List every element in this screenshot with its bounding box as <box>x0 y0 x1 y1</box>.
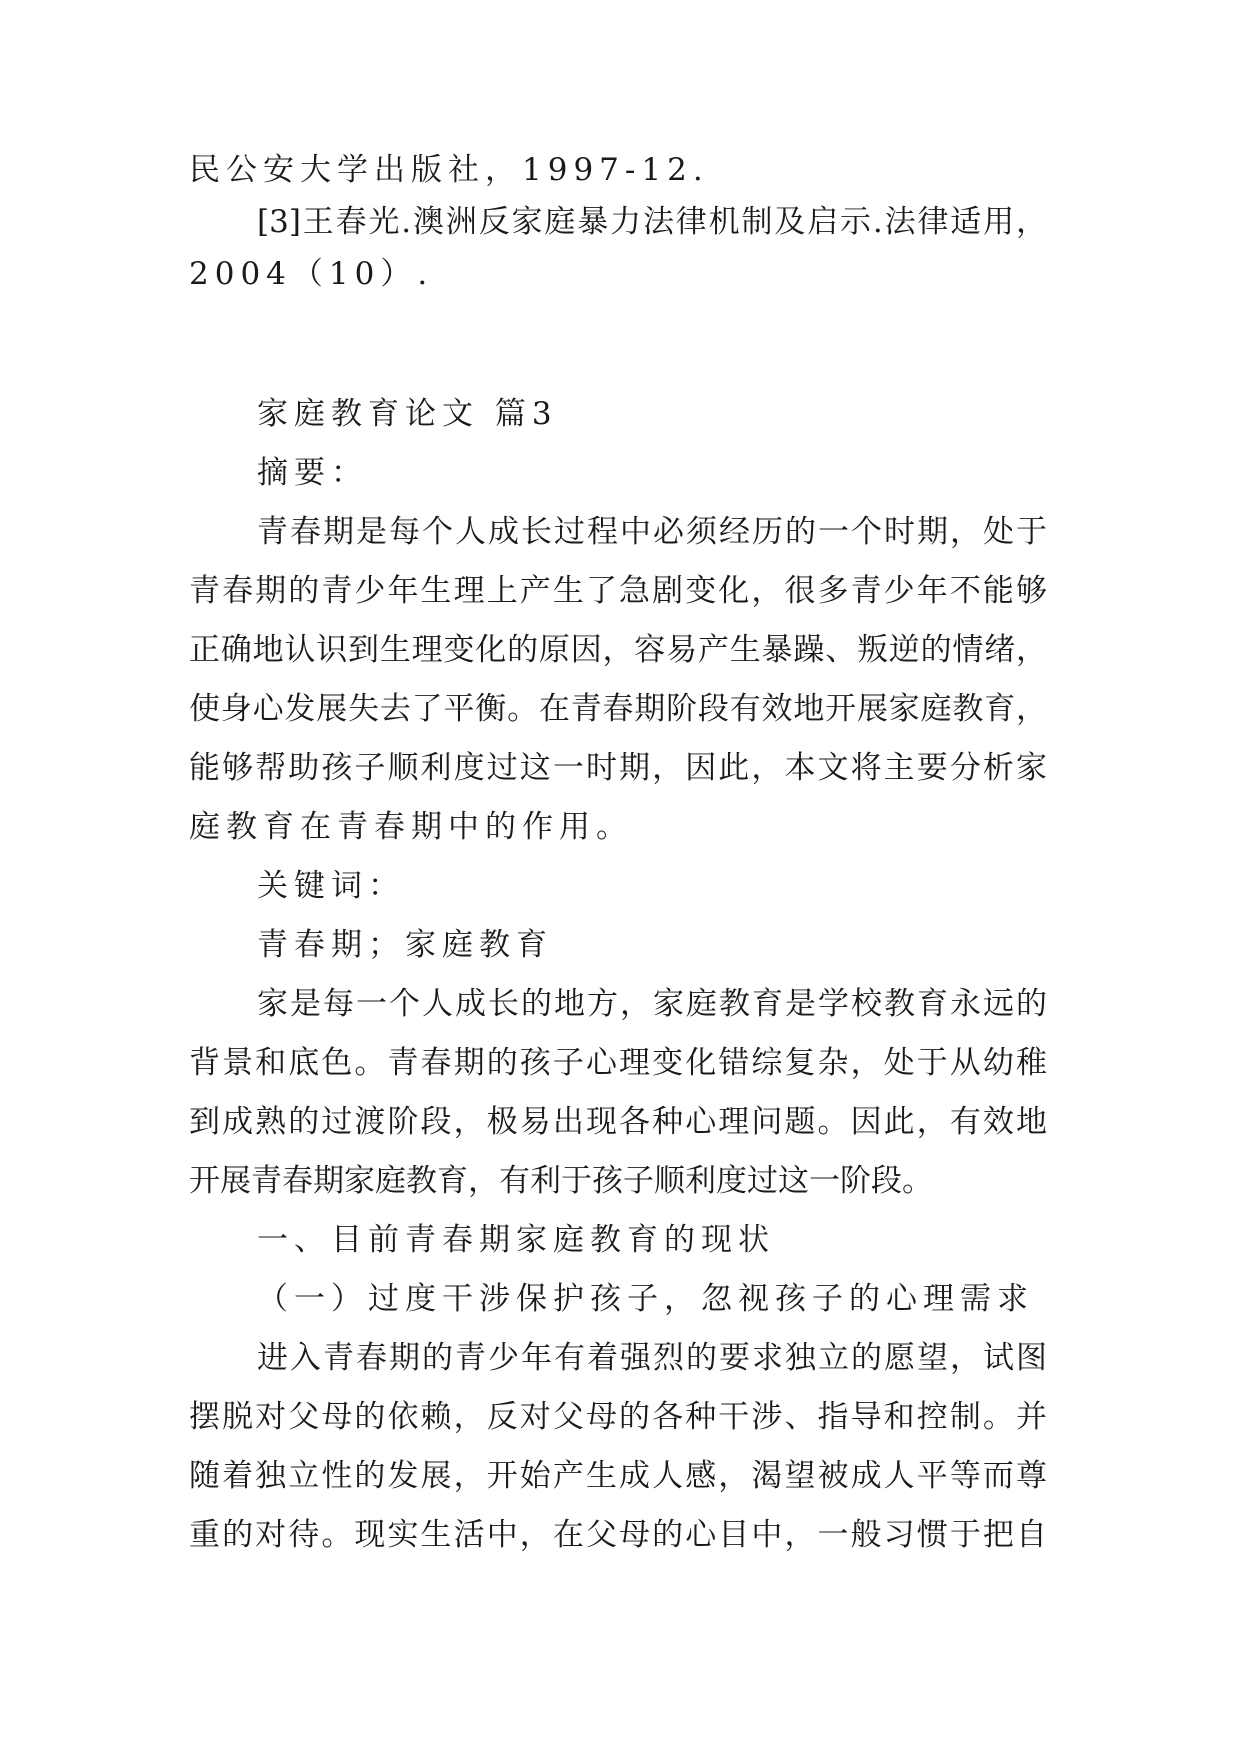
text-line: 背景和底色。青春期的孩子心理变化错综复杂，处于从幼稚 <box>189 1045 1047 1081</box>
subsection-heading: （一）过度干涉保护孩子，忽视孩子的心理需求 <box>257 1281 1034 1317</box>
text-line: 正确地认识到生理变化的原因，容易产生暴躁、叛逆的情绪， <box>189 632 1047 668</box>
text-line: 随着独立性的发展，开始产生成人感，渴望被成人平等而尊 <box>189 1458 1047 1494</box>
text-line: 家是每一个人成长的地方，家庭教育是学校教育永远的 <box>257 986 1047 1022</box>
text-line: 民公安大学出版社，1997-12. <box>189 152 709 188</box>
text-line: [3]王春光.澳洲反家庭暴力法律机制及启示.法律适用， <box>257 204 1047 240</box>
text-line: 能够帮助孩子顺利度过这一时期，因此，本文将主要分析家 <box>189 750 1047 786</box>
text-line: 庭教育在青春期中的作用。 <box>189 809 633 845</box>
abstract-label: 摘要： <box>257 455 368 491</box>
text-line: 青春期是每个人成长过程中必须经历的一个时期，处于 <box>257 514 1047 550</box>
text-line: 使身心发展失去了平衡。在青春期阶段有效地开展家庭教育， <box>189 691 1047 727</box>
text-line: 进入青春期的青少年有着强烈的要求独立的愿望，试图 <box>257 1340 1047 1376</box>
section-heading: 家庭教育论文 篇3 <box>257 396 558 432</box>
text-line: 青春期的青少年生理上产生了急剧变化，很多青少年不能够 <box>189 573 1047 609</box>
text-line: 2004（10）. <box>189 256 434 292</box>
text-line: 重的对待。现实生活中，在父母的心目中，一般习惯于把自 <box>189 1517 1047 1553</box>
text-line: 开展青春期家庭教育，有利于孩子顺利度过这一阶段。 <box>189 1163 933 1199</box>
keywords-label: 关键词： <box>257 868 405 904</box>
keywords-value: 青春期；家庭教育 <box>257 927 553 963</box>
text-line: 到成熟的过渡阶段，极易出现各种心理问题。因此，有效地 <box>189 1104 1047 1140</box>
subsection-heading: 一、目前青春期家庭教育的现状 <box>257 1222 775 1258</box>
text-line: 摆脱对父母的依赖，反对父母的各种干涉、指导和控制。并 <box>189 1399 1047 1435</box>
